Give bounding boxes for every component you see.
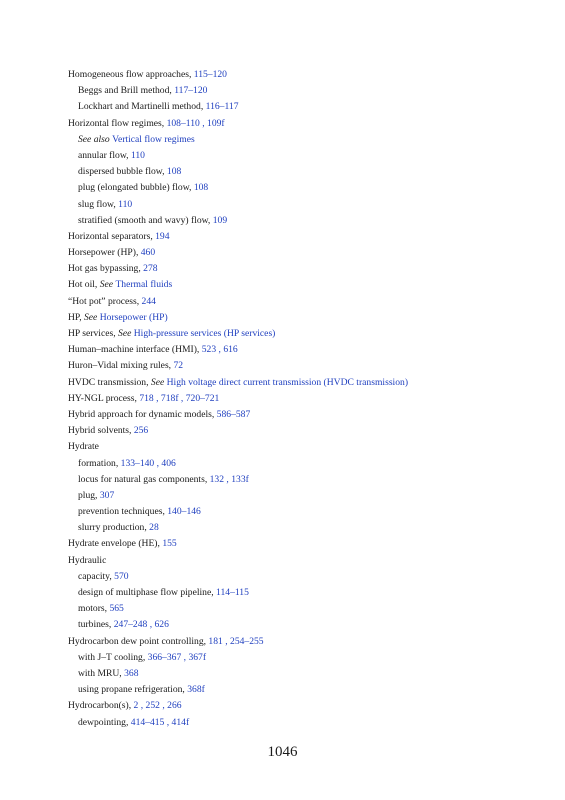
page-link[interactable]: 278: [143, 263, 158, 275]
page-link[interactable]: 307: [99, 489, 115, 501]
index-entry: [68, 310, 545, 326]
entry-term: Hydrocarbon dew point controlling,: [68, 635, 209, 647]
entry-term: plug (elongated bubble) flow,: [78, 182, 194, 194]
link-separator: ,: [153, 392, 161, 404]
index-subentry: [68, 585, 545, 601]
entry-term: stratified (smooth and wavy) flow,: [78, 214, 213, 226]
index-subentry: [68, 682, 545, 698]
page-link[interactable]: 155: [162, 538, 177, 550]
index-entry: [68, 342, 545, 358]
page-link[interactable]: 368: [124, 667, 139, 679]
page-link[interactable]: 523: [201, 344, 217, 356]
link-separator: ,: [154, 457, 162, 469]
entry-term: HY-NGL process,: [68, 392, 140, 404]
entry-term: slurry production,: [78, 522, 150, 534]
index-entry: [68, 536, 545, 552]
page-link[interactable]: 114–115: [216, 587, 249, 598]
page-link[interactable]: 108–110: [166, 117, 200, 129]
page-link[interactable]: 586–587: [216, 408, 251, 420]
entry-term: Homogeneous flow approaches,: [68, 69, 194, 80]
page-link[interactable]: 109f: [207, 117, 225, 129]
page-link[interactable]: 244: [141, 295, 156, 307]
index-subentry: [68, 715, 545, 731]
index-entry: [68, 375, 545, 391]
link-separator: ,: [199, 117, 208, 129]
page-link[interactable]: 109: [212, 214, 228, 226]
page-link[interactable]: 626: [154, 619, 169, 631]
page-link[interactable]: 570: [114, 570, 129, 582]
page-link[interactable]: Thermal fluids: [115, 279, 173, 291]
page-link[interactable]: 194: [155, 230, 170, 242]
page-link[interactable]: 254–255: [230, 635, 264, 647]
page-link[interactable]: 406: [161, 457, 176, 469]
index-subentry: [68, 601, 545, 617]
page-link[interactable]: 116–117: [205, 101, 239, 113]
entry-term: annular flow,: [78, 149, 131, 161]
entry-term: Huron–Vidal mixing rules,: [68, 360, 174, 372]
entry-term: Hydrocarbon(s),: [68, 700, 134, 712]
page-link[interactable]: 366–367: [147, 651, 182, 663]
entry-term: Human–machine interface (HMI),: [68, 344, 202, 356]
entry-term: HVDC transmission,: [68, 376, 151, 388]
entry-term: using propane refrigeration,: [78, 684, 188, 696]
page-link[interactable]: 616: [223, 344, 238, 356]
page-link[interactable]: 565: [109, 603, 124, 615]
page-link[interactable]: Vertical flow regimes: [112, 133, 195, 145]
link-separator: ,: [164, 716, 172, 728]
page-link[interactable]: 252: [145, 700, 160, 712]
entry-term: formation,: [78, 457, 121, 469]
page-link[interactable]: 460: [140, 247, 156, 259]
page-link[interactable]: 414–415: [130, 716, 165, 728]
link-separator: ,: [159, 700, 168, 712]
entry-term: dispersed bubble flow,: [78, 166, 167, 178]
page-link[interactable]: 108: [166, 166, 182, 178]
entry-term: HP services,: [68, 328, 119, 339]
index-subentry: [68, 99, 545, 115]
index-subentry: [68, 213, 545, 229]
index-subentry: [68, 148, 545, 164]
page-link[interactable]: High voltage direct current transmission (HVDC transmission): [166, 376, 409, 388]
page-link[interactable]: 110: [118, 198, 133, 210]
index-entry: [68, 698, 545, 714]
index-entry: [68, 67, 545, 83]
entry-term: Hydrate: [68, 441, 99, 453]
page-link[interactable]: 266: [167, 700, 182, 712]
entry-term: prevention techniques,: [78, 506, 168, 518]
entry-term: Hybrid solvents,: [68, 425, 134, 437]
index-entry: [68, 634, 545, 650]
page-link[interactable]: 133f: [231, 473, 249, 485]
index-entry: [68, 423, 545, 439]
entry-term: slug flow,: [78, 198, 119, 210]
entry-term: design of multiphase flow pipeline,: [78, 587, 217, 598]
entry-term: motors,: [78, 603, 110, 615]
page-number: 1046: [267, 744, 298, 760]
page-link[interactable]: 108: [193, 182, 209, 194]
entry-term: Hydrate envelope (HE),: [68, 538, 163, 550]
link-separator: ,: [224, 473, 232, 485]
entry-term: locus for natural gas components,: [78, 473, 210, 485]
index-entry: [68, 358, 545, 374]
page-link[interactable]: 133–140: [120, 457, 155, 469]
page-link[interactable]: 110: [130, 149, 145, 161]
page-link[interactable]: 140–146: [167, 506, 201, 518]
entry-term: plug,: [78, 489, 100, 501]
page-link[interactable]: 414f: [171, 716, 190, 728]
index-subentry: [68, 180, 545, 196]
entry-term: Hydraulic: [68, 554, 107, 566]
index-subentry: [68, 504, 545, 520]
index-list: [68, 67, 545, 731]
index-entry: [68, 277, 545, 293]
see-reference: See: [150, 376, 167, 388]
entry-term: turbines,: [78, 619, 114, 631]
link-separator: ,: [138, 700, 146, 712]
index-subentry: [68, 650, 545, 666]
index-subentry: [68, 197, 545, 213]
index-entry: [68, 116, 545, 132]
entry-term: Hybrid approach for dynamic models,: [68, 408, 217, 420]
index-subentry: [68, 83, 545, 99]
page-link[interactable]: 367f: [188, 651, 207, 663]
index-subentry: [68, 617, 545, 633]
page-link[interactable]: 132: [209, 473, 225, 485]
link-separator: ,: [178, 392, 186, 404]
index-entry: [68, 245, 545, 261]
page-link[interactable]: Horsepower (HP): [99, 311, 168, 323]
entry-term: Hot oil,: [68, 279, 100, 291]
link-separator: ,: [216, 344, 224, 356]
entry-term: with J–T cooling,: [78, 651, 148, 663]
page-link[interactable]: 718f: [160, 392, 179, 404]
entry-term: “Hot pot” process,: [68, 295, 142, 307]
index-entry: [68, 407, 545, 423]
see-reference: See: [99, 279, 116, 291]
page-link[interactable]: 718: [139, 392, 154, 404]
page-link[interactable]: 720–721: [185, 392, 220, 404]
page-link[interactable]: 28: [149, 522, 159, 534]
entry-term: with MRU,: [78, 667, 125, 679]
page-link[interactable]: 247–248: [113, 619, 148, 631]
see-reference: See: [118, 328, 134, 339]
index-subentry: [68, 666, 545, 682]
index-subentry: [68, 456, 545, 472]
page-link[interactable]: 256: [133, 425, 149, 437]
index-subentry: [68, 164, 545, 180]
page-link[interactable]: High-pressure services (HP services): [133, 328, 276, 339]
index-entry: [68, 553, 545, 569]
page-link[interactable]: 2: [133, 700, 139, 712]
page-link[interactable]: 115–120: [193, 69, 227, 80]
index-subentry: [68, 472, 545, 488]
page-link[interactable]: 72: [173, 360, 184, 372]
index-entry: [68, 294, 545, 310]
entry-term: Horizontal separators,: [68, 230, 156, 242]
page-link[interactable]: 117–120: [174, 85, 208, 97]
link-separator: ,: [222, 635, 231, 647]
link-separator: ,: [147, 619, 155, 631]
entry-term: dewpointing,: [78, 716, 131, 728]
index-entry: [68, 326, 545, 342]
entry-term: capacity,: [78, 570, 115, 582]
see-reference: See: [84, 311, 100, 323]
entry-term: Hot gas bypassing,: [68, 263, 144, 275]
see-reference: See also: [78, 133, 113, 145]
entry-term: Horizontal flow regimes,: [68, 117, 167, 129]
index-subentry: [68, 569, 545, 585]
entry-term: Lockhart and Martinelli method,: [78, 101, 206, 113]
index-entry: [68, 391, 545, 407]
page-link[interactable]: 181: [208, 635, 223, 647]
link-separator: ,: [181, 651, 189, 663]
entry-term: Beggs and Brill method,: [78, 85, 175, 97]
entry-term: HP,: [68, 311, 84, 323]
index-entry: [68, 261, 545, 277]
index-subentry: [68, 488, 545, 504]
page-link[interactable]: 368f: [187, 684, 205, 696]
index-subentry: [68, 520, 545, 536]
index-entry: [68, 229, 545, 245]
index-entry: [68, 439, 545, 455]
index-subentry: [68, 132, 545, 148]
entry-term: Horsepower (HP),: [68, 247, 141, 259]
